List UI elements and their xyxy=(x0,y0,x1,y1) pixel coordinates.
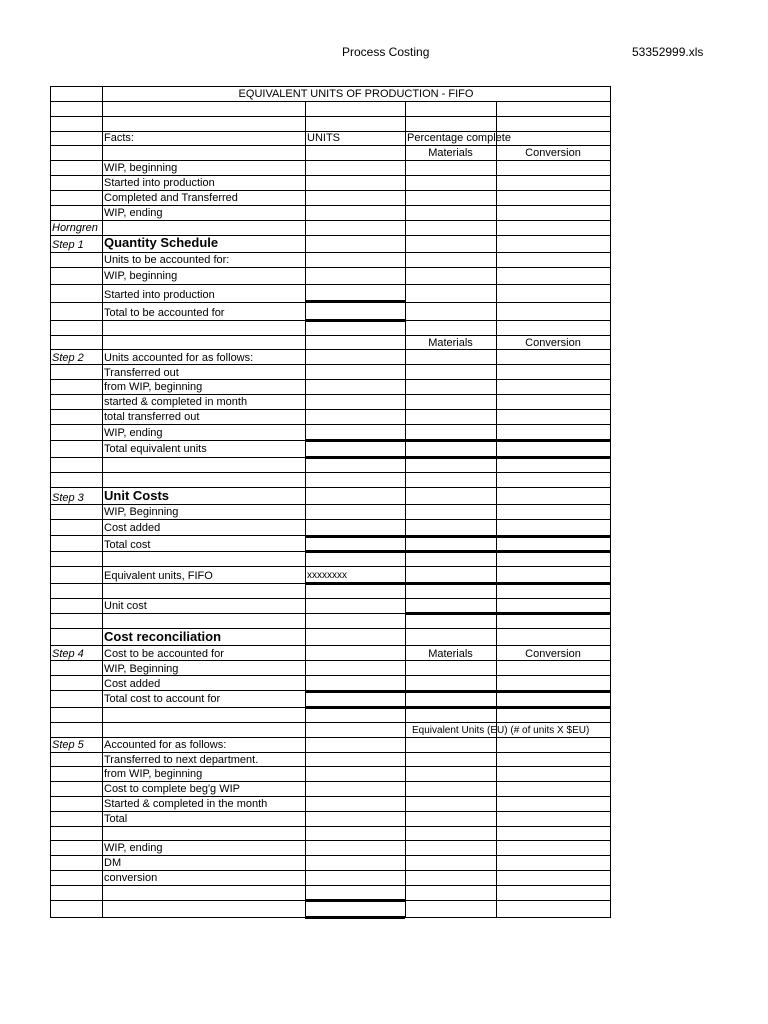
conversion-header: Conversion xyxy=(525,337,581,349)
step3-row: WIP, Beginning xyxy=(104,506,179,518)
grid-line xyxy=(50,101,611,102)
unit-cost-label: Unit cost xyxy=(104,600,147,612)
units-header: UNITS xyxy=(307,132,340,144)
grid-line xyxy=(50,424,611,425)
step5-row: DM xyxy=(104,857,122,869)
total-line xyxy=(305,899,405,902)
total-line xyxy=(305,582,611,585)
grid-line xyxy=(50,722,611,723)
grid-line xyxy=(50,855,611,856)
conversion-header: Conversion xyxy=(525,147,581,159)
total-line xyxy=(305,550,611,553)
step3-row: Total cost xyxy=(104,539,151,551)
section-title: Quantity Schedule xyxy=(104,235,219,250)
step4-row: Total cost to account for xyxy=(104,693,221,705)
section-title: Unit Costs xyxy=(104,488,169,503)
step1-row: Started into production xyxy=(104,289,215,301)
document-title: Process Costing xyxy=(342,45,430,59)
total-line xyxy=(305,439,611,442)
total-line xyxy=(305,456,611,459)
step2-row: WIP, ending xyxy=(104,427,163,439)
step5-row: Accounted for as follows: xyxy=(104,739,227,751)
grid-line xyxy=(50,566,611,567)
step2-row: from WIP, beginning xyxy=(104,381,203,393)
step-label: Step 1 xyxy=(52,239,84,251)
grid-line xyxy=(50,826,611,827)
sheet-title: EQUIVALENT UNITS OF PRODUCTION - FIFO xyxy=(238,88,474,100)
pct-complete-header: Percentage complete xyxy=(407,132,511,144)
step5-row: WIP, ending xyxy=(104,842,163,854)
grid-line xyxy=(50,645,611,646)
facts-label: Facts: xyxy=(104,132,134,144)
file-name: 53352999.xls xyxy=(632,45,704,59)
facts-row: Started into production xyxy=(104,177,215,189)
grid-line xyxy=(50,472,611,473)
step5-row: Cost to complete beg'g WIP xyxy=(104,783,240,795)
total-line xyxy=(305,535,611,538)
step-label: Step 3 xyxy=(52,492,84,504)
step1-row: WIP, beginning xyxy=(104,270,178,282)
step5-row: Transferred to next department. xyxy=(104,754,259,766)
materials-header: Materials xyxy=(428,147,473,159)
step-label: Step 4 xyxy=(52,648,84,660)
grid-line xyxy=(50,284,611,285)
horngren-label: Horngren xyxy=(52,222,98,234)
step-label: Step 2 xyxy=(52,352,84,364)
step5-row: from WIP, beginning xyxy=(104,768,203,780)
total-line xyxy=(305,916,405,919)
step2-row: total transferred out xyxy=(104,411,200,423)
step4-row: WIP, Beginning xyxy=(104,663,179,675)
facts-row: WIP, ending xyxy=(104,207,163,219)
section-title: Cost reconciliation xyxy=(104,629,222,644)
step4-row: Cost added xyxy=(104,678,161,690)
step-label: Step 5 xyxy=(52,739,84,751)
grid-line xyxy=(50,811,611,812)
total-line xyxy=(305,300,405,303)
equivalent-units-placeholder: xxxxxxxx xyxy=(307,570,347,581)
grid-line xyxy=(50,519,611,520)
step2-row: started & completed in month xyxy=(104,396,248,408)
step5-row: Started & completed in the month xyxy=(104,798,268,810)
grid-line xyxy=(50,267,611,268)
materials-header: Materials xyxy=(428,648,473,660)
grid-line xyxy=(50,885,611,886)
step5-row: Total xyxy=(104,813,128,825)
facts-row: WIP, beginning xyxy=(104,162,178,174)
materials-header: Materials xyxy=(428,337,473,349)
step1-row: Units to be accounted for: xyxy=(104,254,230,266)
total-line xyxy=(305,319,405,322)
step2-row: Total equivalent units xyxy=(104,443,207,455)
total-line xyxy=(405,612,611,615)
step5-row: conversion xyxy=(104,872,158,884)
equivalent-units-label: Equivalent units, FIFO xyxy=(104,570,213,582)
eu-header: Equivalent Units (EU) (# of units X $EU) xyxy=(412,725,590,736)
facts-row: Completed and Transferred xyxy=(104,192,238,204)
grid-line xyxy=(50,220,611,221)
grid-line xyxy=(50,116,611,117)
grid-line xyxy=(610,86,611,918)
total-line xyxy=(305,690,611,693)
conversion-header: Conversion xyxy=(525,648,581,660)
step2-row: Transferred out xyxy=(104,367,179,379)
total-line xyxy=(305,706,611,709)
step4-row: Cost to be accounted for xyxy=(104,648,224,660)
step3-row: Cost added xyxy=(104,522,161,534)
step2-row: Units accounted for as follows: xyxy=(104,352,254,364)
step1-row: Total to be accounted for xyxy=(104,307,225,319)
